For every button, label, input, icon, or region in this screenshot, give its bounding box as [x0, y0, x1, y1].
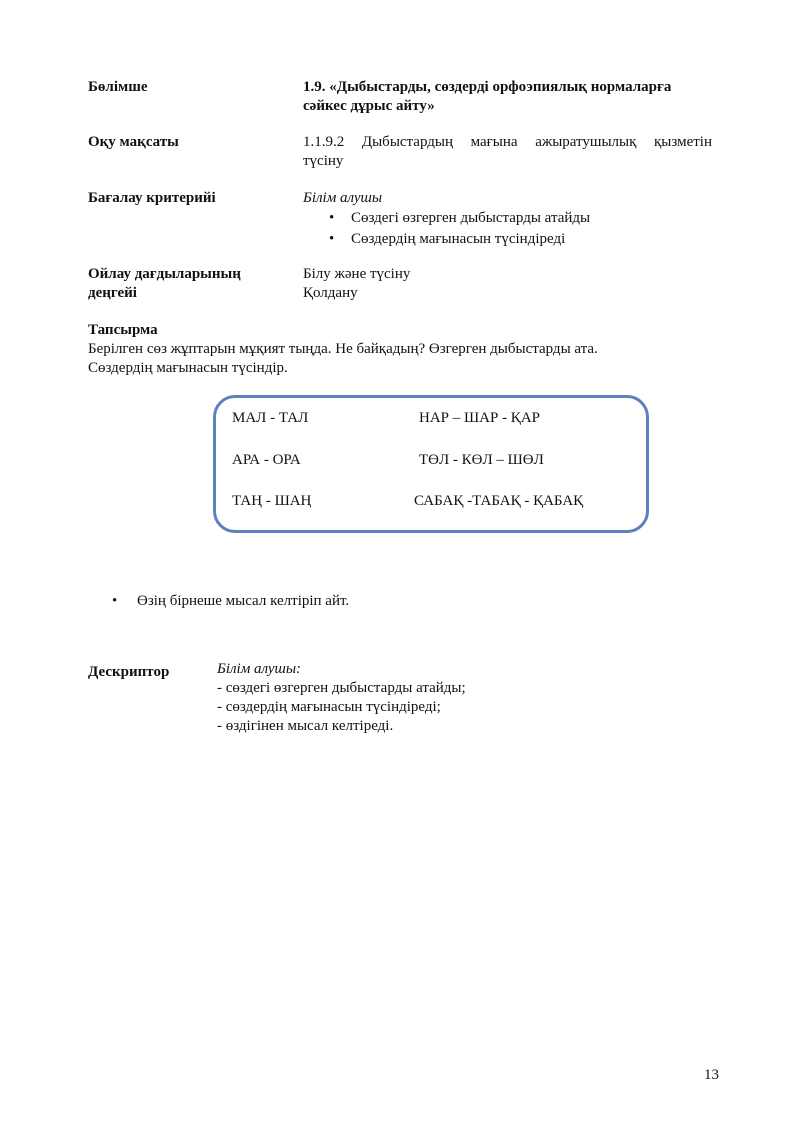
word-pair: ТАҢ - ШАҢ [232, 493, 312, 509]
criteria-intro: Білім алушы [303, 190, 383, 206]
thinking-label-line2: деңгейі [88, 285, 137, 301]
descriptor-line: - сөздердің мағынасын түсіндіреді; [217, 699, 441, 715]
descriptor-body [217, 660, 617, 736]
word-pair: МАЛ - ТАЛ [232, 410, 309, 426]
criteria-item: • Сөздегі өзгерген дыбыстарды атайды [303, 208, 713, 229]
criteria-value [303, 189, 713, 250]
extra-task-bullet: • [112, 593, 118, 609]
objective-value: 1.1.9.2 Дыбыстардың мағына ажыратушылық қызметін түсіну [303, 134, 712, 169]
word-pair: ТӨЛ - КӨЛ – ШӨЛ [419, 452, 544, 468]
objective-label: Оқу мақсаты [88, 134, 179, 150]
section-value-line1: 1.9. «Дыбыстарды, сөздерді орфоэпиялық нормаларға [303, 79, 672, 95]
thinking-value-line: Қолдану [303, 285, 358, 301]
thinking-value [303, 265, 713, 303]
criteria-label: Бағалау критерийі [88, 190, 216, 206]
task-line: Сөздердің мағынасын түсіндір. [88, 360, 288, 376]
criteria-list [303, 208, 713, 250]
thinking-value-line: Білу және түсіну [303, 266, 411, 282]
descriptor-intro: Білім алушы: [217, 661, 302, 677]
descriptor-label: Дескриптор [88, 664, 170, 680]
page-number: 13 [704, 1067, 719, 1083]
thinking-label [88, 265, 288, 303]
thinking-label-line1: Ойлау дағдыларының [88, 266, 241, 282]
descriptor-line: - өздігінен мысал келтіреді. [217, 718, 394, 734]
word-pair: АРА - ОРА [232, 452, 301, 468]
section-label: Бөлімше [88, 79, 148, 95]
descriptor-line: - сөздегі өзгерген дыбыстарды атайды; [217, 680, 466, 696]
section-value [303, 78, 713, 116]
extra-task: Өзің бірнеше мысал келтіріп айт. [137, 593, 350, 609]
task-title: Тапсырма [88, 322, 158, 338]
task-line: Берілген сөз жұптарын мұқият тыңда. Не байқадың? Өзгерген дыбыстарды ата. [88, 341, 598, 357]
task-block [88, 321, 728, 378]
word-pair: САБАҚ -ТАБАҚ - ҚАБАҚ [414, 493, 584, 509]
word-pair: НАР – ШАР - ҚАР [419, 410, 540, 426]
section-value-line2: сәйкес дұрыс айту» [303, 98, 435, 114]
criteria-item: • Сөздердің мағынасын түсіндіреді [303, 229, 713, 250]
